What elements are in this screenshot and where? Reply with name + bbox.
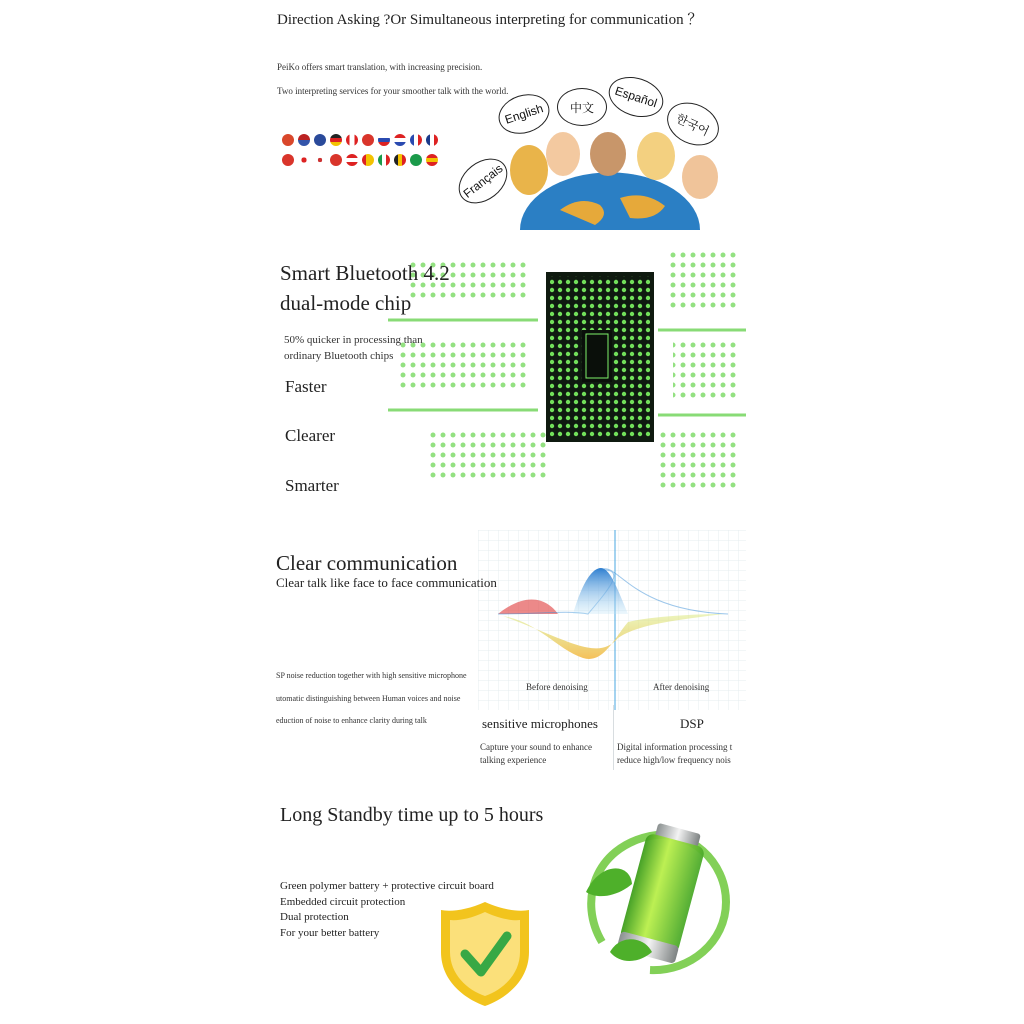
bubble-french: Français	[450, 149, 516, 212]
section2-title-line2: dual-mode chip	[280, 291, 412, 315]
flag-icon	[362, 154, 374, 166]
bubble-korean: 한국어	[660, 94, 726, 153]
globe	[520, 172, 700, 230]
section2-title	[280, 258, 450, 318]
flag-icon	[378, 154, 390, 166]
section3-subtitle: Clear talk like face to face communication	[276, 575, 497, 590]
section2-subtitle	[284, 332, 423, 364]
mic-desc-line2: talking experience	[480, 755, 547, 765]
bubble-spanish: Español	[603, 70, 668, 123]
flag-icon	[362, 134, 374, 146]
dsp-desc-line2: reduce high/low frequency nois	[617, 755, 731, 765]
feature-item: For your better battery	[280, 926, 380, 939]
section3-title: Clear communication	[276, 551, 458, 575]
person-icon	[637, 132, 675, 180]
flag-icon	[426, 154, 438, 166]
section1-line2: Two interpreting services for your smoother talk with the world.	[277, 86, 509, 96]
flag-icon	[410, 154, 422, 166]
section2-sub-line2: ordinary Bluetooth chips	[284, 350, 394, 362]
feature-clearer: Clearer	[285, 426, 336, 445]
flag-icon	[282, 154, 294, 166]
section1-title: Direction Asking ?Or Simultaneous interpreting for communication ？	[277, 12, 703, 28]
flag-icon	[410, 134, 422, 146]
flag-icon	[346, 154, 358, 166]
feature-faster: Faster	[285, 377, 327, 396]
person-icon	[590, 132, 626, 176]
column-divider	[613, 705, 614, 770]
flag-icon	[330, 154, 342, 166]
dsp-title: DSP	[680, 716, 704, 731]
feature-smarter: Smarter	[285, 476, 339, 495]
person-icon	[546, 132, 580, 176]
flag-icon	[394, 154, 406, 166]
feature-item: Green polymer battery + protective circuit board	[280, 880, 494, 892]
section3-line3: eduction of noise to enhance clarity during talk	[276, 716, 427, 725]
leaf-icon	[586, 868, 632, 896]
flag-icon	[378, 134, 390, 146]
flag-icon	[314, 134, 326, 146]
before-denoising-label: Before denoising	[526, 682, 588, 692]
dsp-desc-line1: Digital information processing t	[617, 742, 733, 752]
flag-icon	[394, 134, 406, 146]
green-battery-icon	[580, 822, 730, 980]
dsp-description	[617, 741, 746, 767]
section3-line2: utomatic distinguishing between Human voices and noise	[276, 694, 461, 703]
section4-title: Long Standby time up to 5 hours	[280, 804, 544, 826]
shield-check-icon	[437, 898, 533, 1010]
mic-description	[480, 741, 592, 767]
flag-icon	[314, 154, 326, 166]
bubble-chinese: 中文	[557, 88, 607, 126]
flag-icon	[330, 134, 342, 146]
mic-desc-line1: Capture your sound to enhance	[480, 742, 592, 752]
feature-item: Dual protection	[280, 911, 349, 923]
mic-title: sensitive microphones	[482, 716, 598, 731]
section2-title-line1: Smart Bluetooth 4.2	[280, 261, 450, 285]
person-icon	[682, 155, 718, 199]
flag-icon	[298, 134, 310, 146]
bubble-english: English	[493, 88, 554, 140]
person-icon	[510, 145, 548, 195]
section2-sub-line1: 50% quicker in processing than	[284, 334, 423, 346]
after-denoising-label: After denoising	[653, 682, 710, 692]
flag-icon	[282, 134, 294, 146]
section1-line1: PeiKo offers smart translation, with increasing precision.	[277, 62, 483, 72]
section3-line1: SP noise reduction together with high sensitive microphone	[276, 671, 467, 680]
flag-icon	[426, 134, 438, 146]
feature-item: Embedded circuit protection	[280, 895, 406, 908]
flag-icon	[298, 154, 310, 166]
flag-icon	[346, 134, 358, 146]
